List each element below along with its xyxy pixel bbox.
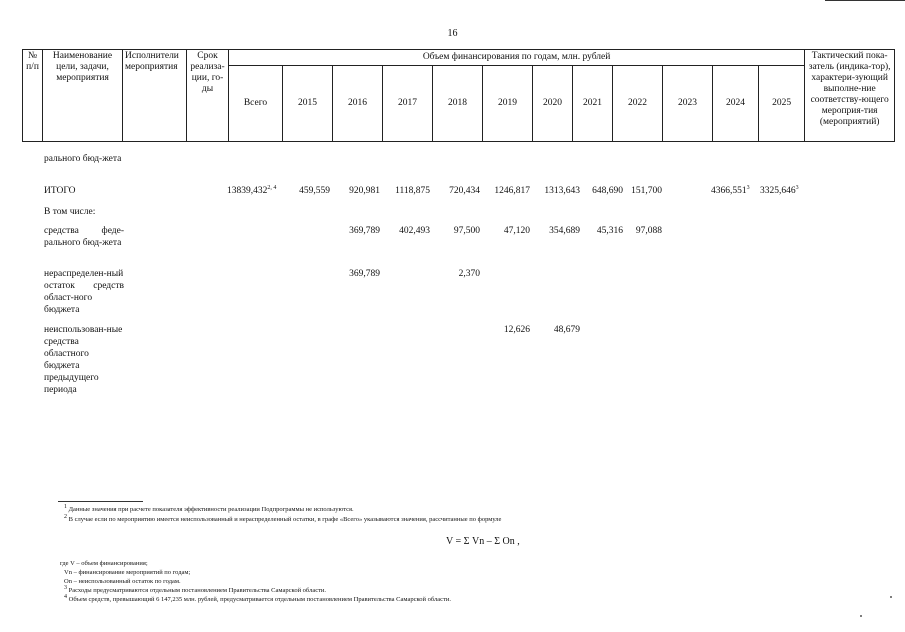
unused-label: неиспользован-ные средства областного бюджета предыдущего периода xyxy=(44,325,123,395)
itogo-2017: 1118,875 xyxy=(395,186,430,196)
footnote-4: $^4$ Объем средств, превышающий 6 147,235 млн. рублей, предусматривается отдельным постановлением Правительства Самарской области. xyxy=(64,593,452,603)
col-2024: 2024 xyxy=(713,66,759,142)
itogo-2025: 3325,646$^3$ xyxy=(760,184,799,196)
page-number: 16 xyxy=(447,28,458,39)
federal-2016: 369,789 xyxy=(349,226,380,236)
col-2020: 2020 xyxy=(533,66,573,142)
scan-speck xyxy=(890,596,892,598)
continued-label: рального бюд-жета xyxy=(44,154,122,164)
federal-2020: 354,689 xyxy=(549,226,580,236)
itogo-2021: 648,690 xyxy=(592,186,623,196)
including-label: В том числе: xyxy=(44,207,96,217)
federal-label: средства феде-рального бюд-жета xyxy=(44,226,124,248)
federal-2019: 47,120 xyxy=(503,226,530,236)
undistributed-label: нераспределен-ный остаток средств област-ного бюджета xyxy=(44,269,124,315)
col-2025: 2025 xyxy=(759,66,805,142)
scan-speck xyxy=(860,615,862,617)
col-2018: 2018 xyxy=(433,66,483,142)
col-total: Всего xyxy=(229,66,283,142)
itogo-2019: 1246,817 xyxy=(494,186,530,196)
col-financing: Объем финансирования по годам, млн. рублей xyxy=(229,50,805,66)
itogo-2024: 4366,551$^3$ xyxy=(711,184,750,196)
itogo-label: ИТОГО xyxy=(44,186,76,196)
col-2015: 2015 xyxy=(283,66,333,142)
col-executors: Исполнители мероприятия xyxy=(123,50,187,142)
col-indicator: Тактический пока-затель (индика-тор), характери-зующий выполне-ние соответству-ющего мероприя-тия (мероприятий) xyxy=(805,50,895,142)
itogo-2020: 1313,643 xyxy=(544,186,580,196)
itogo-2018: 720,434 xyxy=(449,186,480,196)
col-2022: 2022 xyxy=(613,66,663,142)
where-3: On – неиспользованный остаток по годам. xyxy=(64,578,181,585)
undistributed-2018: 2,370 xyxy=(458,269,480,279)
undistributed-2016: 369,789 xyxy=(349,269,380,279)
federal-2018: 97,500 xyxy=(453,226,480,236)
top-rule xyxy=(825,0,905,1)
col-2017: 2017 xyxy=(383,66,433,142)
federal-2017: 402,493 xyxy=(399,226,430,236)
col-2016: 2016 xyxy=(333,66,383,142)
where-1: где V – объем финансирования; xyxy=(60,560,148,567)
table-header xyxy=(22,49,895,142)
col-term: Срок реализа-ции, го-ды xyxy=(187,50,229,142)
col-2019: 2019 xyxy=(483,66,533,142)
itogo-2022: 151,700 xyxy=(631,186,662,196)
federal-2021: 45,316 xyxy=(596,226,623,236)
footnote-3: $^3$ Расходы предусматриваются отдельным постановлением Правительства Самарской области. xyxy=(64,584,327,594)
footnote-rule xyxy=(58,501,143,502)
itogo-2016: 920,981 xyxy=(349,186,380,196)
unused-2019: 12,626 xyxy=(503,325,530,335)
col-2023: 2023 xyxy=(663,66,713,142)
itogo-total: 13839,432$^{2, 4}$ xyxy=(227,184,277,196)
footnote-2: $^2$ В случае если по мероприятию имеется неиспользованный и нераспределенный остатки, в графе «Всего» указываются значения, рассчитанные по формуле xyxy=(64,513,502,523)
col-name: Наименование цели, задачи, мероприятия xyxy=(43,50,123,142)
col-2021: 2021 xyxy=(573,66,613,142)
col-num: № п/п xyxy=(23,50,43,142)
itogo-2015: 459,559 xyxy=(299,186,330,196)
where-2: Vn – финансирование мероприятий по годам; xyxy=(64,569,191,576)
footnote-1: $^1$ Данные значения при расчете показателя эффективности реализации Подпрограммы не используются. xyxy=(64,503,354,513)
federal-2022: 97,088 xyxy=(635,226,662,236)
formula: V = Σ Vn – Σ On , xyxy=(446,536,520,547)
unused-2020: 48,679 xyxy=(553,325,580,335)
